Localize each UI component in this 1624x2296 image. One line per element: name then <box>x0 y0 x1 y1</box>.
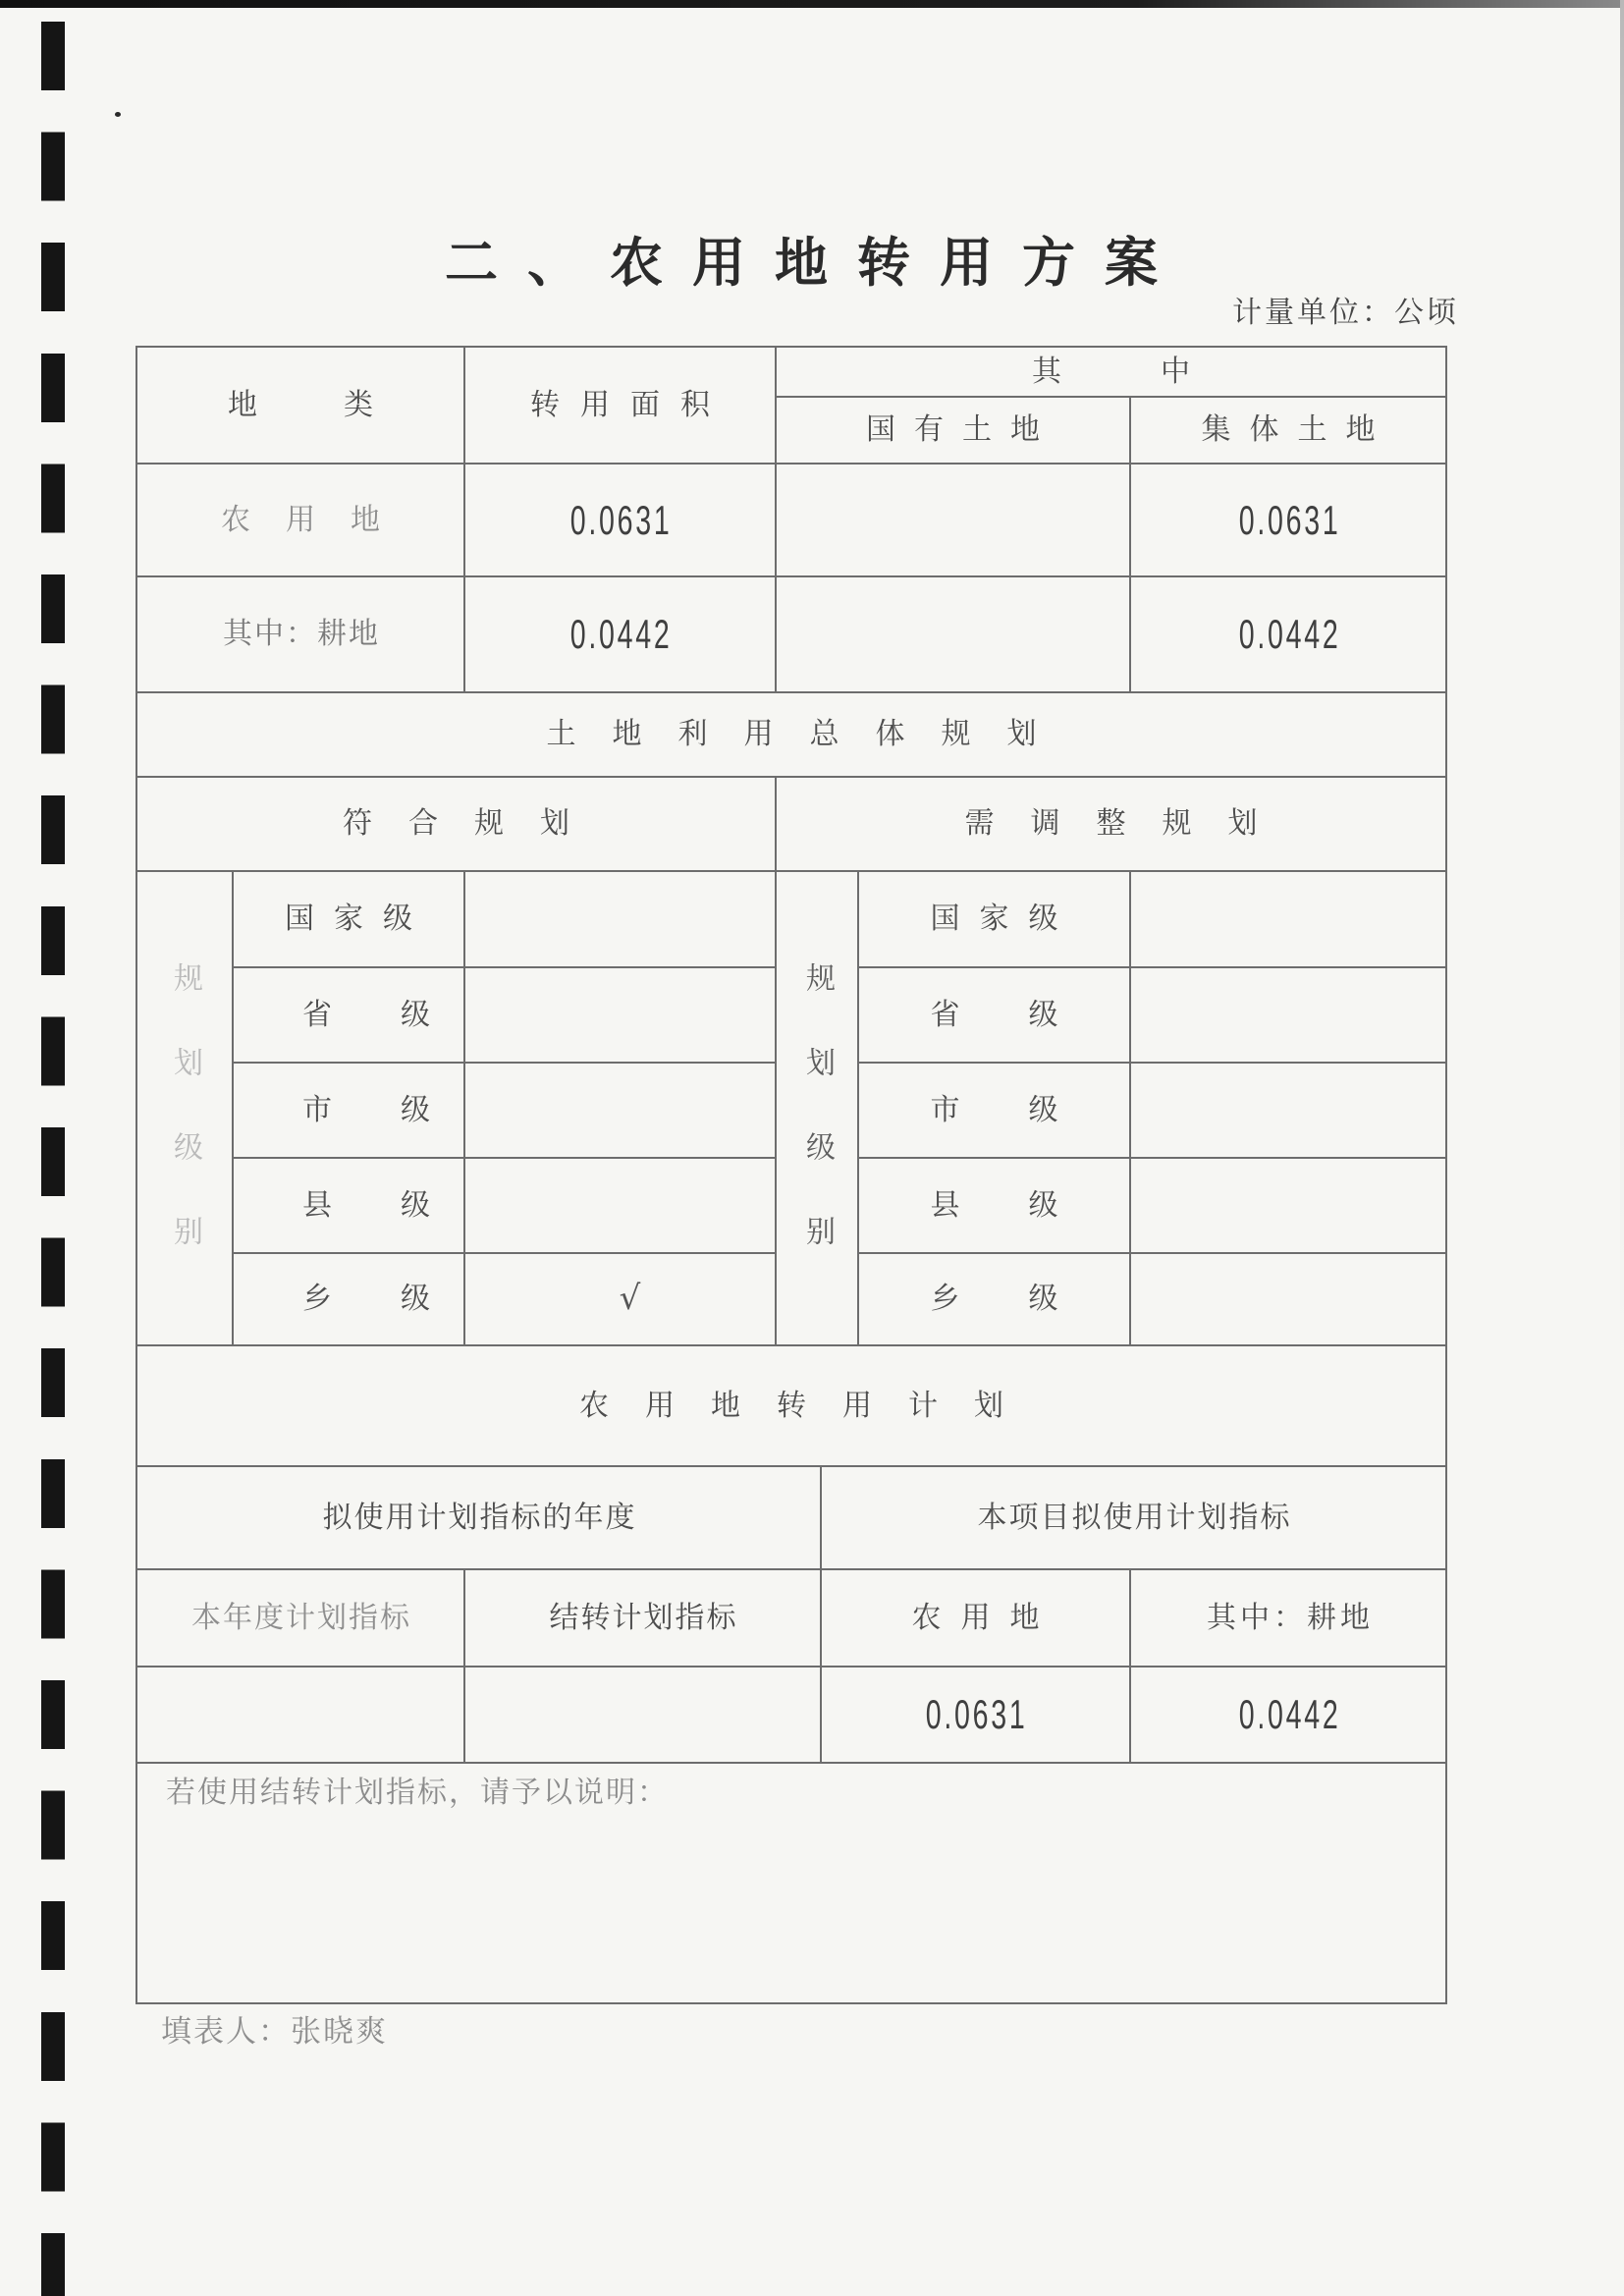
conforming-level-group-cell <box>136 871 233 1345</box>
conforming-level-name-cell <box>233 871 464 967</box>
header-converted-area: 转用面积 <box>530 387 731 422</box>
current-year-header: 本年度计划指标 <box>191 1600 411 1635</box>
quota-farmland-header-cell <box>821 1569 1130 1667</box>
adjustment-level-national: 国家级 <box>930 902 1078 936</box>
conforming-level-township: 乡级 <box>302 1282 499 1316</box>
scan-top-edge <box>0 0 1624 8</box>
table-row-overall-plan <box>136 692 1446 777</box>
current-year-header-cell <box>136 1569 464 1667</box>
header-row-1 <box>136 347 1446 397</box>
carried-over-header-cell <box>464 1569 821 1667</box>
conforming-level-group-label: 规划级别 <box>168 962 202 1300</box>
quota-farmland-header: 农用地 <box>911 1600 1059 1635</box>
header-land-type-cell <box>136 347 464 464</box>
conforming-level-county: 县级 <box>302 1187 499 1223</box>
farmland-collective-cell <box>1130 464 1446 576</box>
conforming-title-cell <box>136 777 776 871</box>
binding-holes <box>41 22 65 2296</box>
cultivated-area-value: 0.0442 <box>570 611 673 657</box>
adjustment-level-group-label: 规划级别 <box>800 962 835 1300</box>
table-row-cultivated <box>136 576 1446 692</box>
adjustment-level-provincial: 省级 <box>930 997 1127 1032</box>
cultivated-label: 其中：耕地 <box>223 617 380 651</box>
adjustment-level-name-cell <box>858 1063 1130 1158</box>
cultivated-state-owned-cell <box>776 576 1130 692</box>
header-converted-area-cell <box>464 347 776 464</box>
project-group-label: 本项目拟使用计划指标 <box>977 1500 1292 1535</box>
conforming-level-national: 国家级 <box>285 902 432 936</box>
conforming-level-mark-cell <box>464 1253 776 1345</box>
header-state-owned-land-cell <box>776 397 1130 464</box>
table-row-quota-columns <box>136 1569 1446 1667</box>
quota-cultivated-value: 0.0442 <box>1238 1691 1341 1737</box>
quota-cultivated-header-cell <box>1130 1569 1446 1667</box>
project-group-cell <box>821 1466 1446 1569</box>
conforming-level-mark-cell <box>464 1158 776 1253</box>
adjustment-level-township: 乡级 <box>930 1282 1127 1316</box>
table-row-quota-groups <box>136 1466 1446 1569</box>
cultivated-collective-cell <box>1130 576 1446 692</box>
conforming-level-city: 市级 <box>302 1092 499 1127</box>
conforming-level-provincial: 省级 <box>302 997 499 1032</box>
current-year-value-cell <box>136 1667 464 1763</box>
note-prompt: 若使用结转计划指标，请予以说明： <box>166 1776 669 1810</box>
farmland-area-cell <box>464 464 776 576</box>
carried-over-header: 结转计划指标 <box>549 1600 738 1635</box>
adjustment-level-mark-cell <box>1130 871 1446 967</box>
table-row-plan-status <box>136 777 1446 871</box>
table-row-farmland <box>136 464 1446 576</box>
table-row-note <box>136 1763 1446 2003</box>
note-cell <box>136 1763 1446 2003</box>
needs-adjustment-title-cell <box>776 777 1446 871</box>
adjustment-level-mark-cell <box>1130 1063 1446 1158</box>
check-mark: √ <box>619 1279 641 1318</box>
header-of-which: 其中 <box>1032 354 1289 389</box>
scan-right-edge <box>1620 0 1624 2296</box>
scan-speck <box>115 112 121 117</box>
farmland-label-cell <box>136 464 464 576</box>
conforming-level-mark-cell <box>464 1063 776 1158</box>
cultivated-label-cell <box>136 576 464 692</box>
header-of-which-cell <box>776 347 1446 397</box>
conforming-title: 符合规划 <box>343 806 606 841</box>
table-row-level-national <box>136 871 1446 967</box>
year-group-label: 拟使用计划指标的年度 <box>322 1500 637 1535</box>
carried-over-value-cell <box>464 1667 821 1763</box>
conversion-plan-title-cell <box>136 1345 1446 1466</box>
conversion-plan-title: 农用地转用计划 <box>579 1388 1040 1423</box>
header-collective-land: 集体土地 <box>1201 412 1394 447</box>
conforming-level-name-cell <box>233 967 499 1063</box>
adjustment-level-name-cell <box>858 967 1130 1063</box>
adjustment-level-group-cell <box>776 871 858 1345</box>
farmland-collective-value: 0.0631 <box>1238 496 1341 543</box>
header-state-owned-land: 国有土地 <box>866 412 1058 447</box>
header-collective-land-cell <box>1130 397 1446 464</box>
adjustment-level-name-cell <box>858 871 1130 967</box>
conversion-plan-table <box>135 346 1447 2004</box>
page-title: 二、农用地转用方案 <box>445 232 1187 294</box>
conforming-level-mark-cell <box>464 967 776 1063</box>
quota-farmland-value: 0.0631 <box>926 1691 1028 1737</box>
overall-plan-title-cell <box>136 692 1446 777</box>
overall-plan-title: 土地利用总体规划 <box>546 717 1073 751</box>
adjustment-level-mark-cell <box>1130 1253 1446 1345</box>
year-group-cell <box>136 1466 821 1569</box>
cultivated-area-cell <box>464 576 776 692</box>
adjustment-level-city: 市级 <box>930 1092 1127 1127</box>
cultivated-collective-value: 0.0442 <box>1238 611 1341 657</box>
table-row-quota-values <box>136 1667 1446 1763</box>
quota-cultivated-header: 其中：耕地 <box>1207 1600 1374 1635</box>
conforming-level-name-cell <box>233 1158 499 1253</box>
conforming-level-mark-cell <box>464 871 776 967</box>
needs-adjustment-title: 需调整规划 <box>964 806 1294 841</box>
adjustment-level-county: 县级 <box>930 1187 1127 1223</box>
conforming-level-name-cell <box>233 1253 499 1345</box>
adjustment-level-mark-cell <box>1130 1158 1446 1253</box>
farmland-state-owned-cell <box>776 464 1130 576</box>
conforming-level-name-cell <box>233 1063 499 1158</box>
filled-by: 填表人：张晓爽 <box>161 2014 388 2050</box>
quota-cultivated-value-cell <box>1130 1667 1446 1763</box>
adjustment-level-name-cell <box>858 1158 1130 1253</box>
table-row-conversion-plan <box>136 1345 1446 1466</box>
adjustment-level-mark-cell <box>1130 967 1446 1063</box>
farmland-area-value: 0.0631 <box>570 496 673 543</box>
farmland-label: 农用地 <box>221 502 415 537</box>
header-land-type: 地类 <box>228 387 460 422</box>
unit-note: 计量单位：公顷 <box>1232 296 1459 330</box>
quota-farmland-value-cell <box>821 1667 1130 1763</box>
adjustment-level-name-cell <box>858 1253 1130 1345</box>
